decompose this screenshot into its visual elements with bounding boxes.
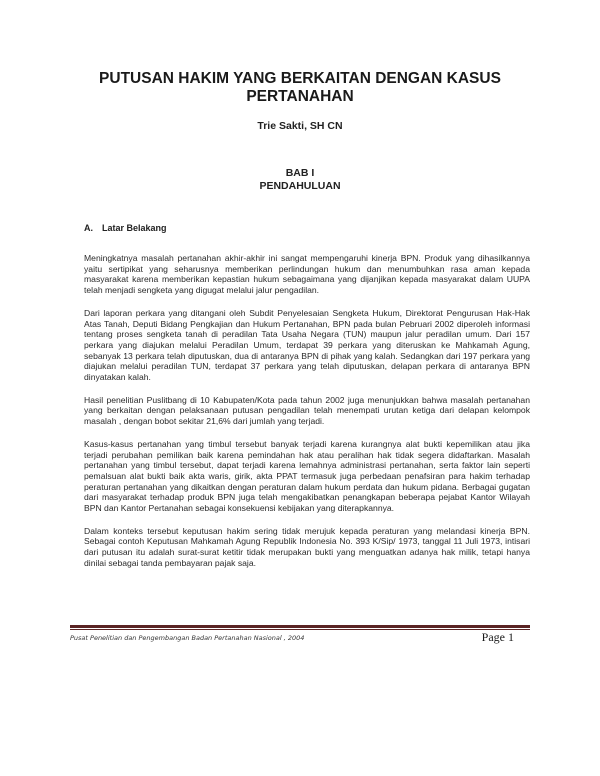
section-title: Latar Belakang (102, 223, 167, 233)
paragraph: Hasil penelitian Puslitbang di 10 Kabupaten/Kota pada tahun 2002 juga menunjukkan bahwa masalah pertanahan yang berkaitan dengan pelaksanaan putusan pengadilan telah menempati urutan ketiga dari delapan kelompok masalah , dengan bobot sekitar 21,6% dari jumlah yang terjadi. (84, 394, 530, 427)
section-heading (84, 223, 167, 233)
paragraph: Dari laporan perkara yang ditangani oleh Subdit Penyelesaian Sengketa Hukum, Direktorat Pengurusan Hak-Hak Atas Tanah, Deputi Bidang Pengkajian dan Hukum Pertanahan, BPN pada bulan Pebruari 2002 diperoleh informasi tentang proses sengketa tanah di peradilan Tata Usaha Negara (TUN) maupun jalur peradilan umum. Dari 157 perkara yang diajukan melalui Peradilan Umum, terdapat 39 perkara yang diteruskan ke Mahkamah Agung, sebanyak 13 perkara telah diputuskan, dua di antaranya BPN di pihak yang kalah. Sedangkan dari 197 perkara yang diajukan melalui peradilan TUN, terdapat 37 perkara yang telah diputuskan, delapan perkara di antaranya BPN dinyatakan kalah. (84, 307, 530, 383)
chapter-title: PENDAHULUAN (259, 180, 341, 192)
author-name: Trie Sakti, SH CN (257, 120, 343, 132)
paragraph: Meningkatnya masalah pertanahan akhir-akhir ini sangat mempengaruhi kinerja BPN. Produk yang dihasilkannya yaitu sertipikat yang seharusnya memberikan perlindungan hukum dan menumbuhkan rasa aman kepada masyarakat karena memberikan kepastian hukum sebagaimana yang dijanjikan kepada masyarakat dalam UUPA telah menjadi sengketa yang digugat melalui jalur pengadilan. (84, 253, 530, 296)
paragraph: Dalam konteks tersebut keputusan hakim sering tidak merujuk kepada peraturan yang melandasi kinerja BPN. Sebagai contoh Keputusan Mahkamah Agung Republik Indonesia No. 393 K/Sip/ 1973, tanggal 11 Juli 1973, intisari dari putusan itu adalah surat-surat ketitir tidak merupakan bukti yang menguatkan adanya hak milik, tetapi hanya dinilai sebagai tanda pembayaran pajak saja. (84, 525, 530, 568)
chapter-label: BAB I (285, 167, 315, 179)
chapter-heading (70, 167, 530, 193)
footer-rule-thin (70, 629, 530, 630)
footer-rule (70, 625, 530, 628)
paragraph: Kasus-kasus pertanahan yang timbul tersebut banyak terjadi karena kurangnya alat bukti kepemilikan atau jika terjadi perubahan pemilikan baik karena pemindahan hak atau peralihan hak tidak segera didaftarkan. Masalah pertanahan yang timbul tersebut, dapat terjadi karena lemahnya administrasi pertanahan, serta faktor lain seperti pemalsuan alat bukti baik akta waris, girik, akta PPAT termasuk juga perbedaan penafsiran para hakim terhadap peraturan pertanahan yang dikaitkan dengan peraturan dalam hukum perdata dan hukum pidana. Berbagai gugatan dari masyarakat terhadap produk BPN juga telah mengakibatkan penangkapan beberapa pejabat Kantor Wilayah BPN dan Kantor Pertanahan sebagai konsekuensi kebijakan yang diterapkannya. (84, 438, 530, 514)
page-number: Page 1 (481, 630, 514, 644)
footer-institution: Pusat Penelitian dan Pengembangan Badan Pertanahan Nasional , 2004 (70, 634, 305, 642)
body-text (84, 253, 530, 581)
section-number: A. (84, 223, 93, 233)
document-title: PUTUSAN HAKIM YANG BERKAITAN DENGAN KASUS PERTANAHAN (99, 70, 501, 105)
